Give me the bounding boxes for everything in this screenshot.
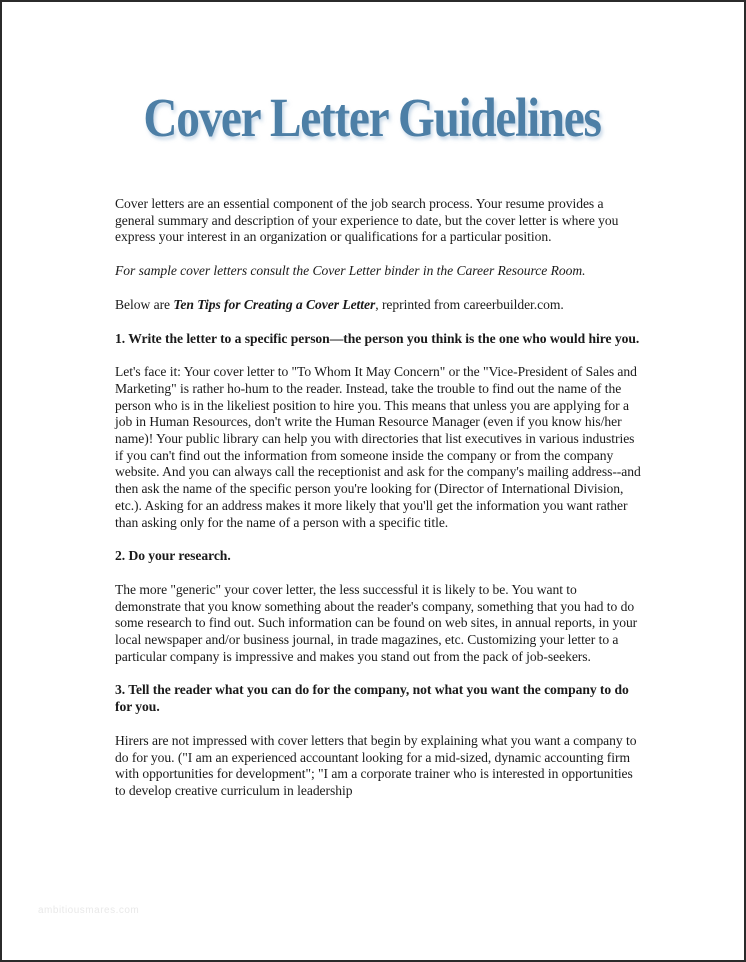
tip-1-heading: 1. Write the letter to a specific person—the person you think is the one who would hire you.	[115, 330, 640, 346]
tip-1-body: Let's face it: Your cover letter to "To Whom It May Concern" or the "Vice-President of Sales and Marketing" is rather ho-hum to the reader. Instead, take the trouble to find out the name of the person who is in the likeliest position to hire you. This means that unless you are applying for a job in Human Resources, don't write the Human Resource Manager (even if you know his/her name)! Your public library can help you with directories that list executives in various industries if you can't find out the information from someone inside the company or from the company website. And you can always call the receptionist and ask for the company's mailing address--and then ask the name of the specific person you're looking for (Director of International Division, etc.). Asking for an address makes it more likely that you'll get the information you want rather than asking only for the name of a person with a specific title.	[115, 364, 641, 530]
document-content	[115, 87, 645, 800]
sample-note: For sample cover letters consult the Cover Letter binder in the Career Resource Room.	[115, 263, 586, 279]
tip-2-body: The more "generic" your cover letter, the less successful it is likely to be. You want to demonstrate that you know something about the reader's company, something that you had to do some research to find out. Such information can be found on web sites, in annual reports, in your local newspaper and/or business journal, in trade magazines, etc. Customizing your letter to a particular company is impressive and makes you stand out from the pack of job-seekers.	[115, 581, 638, 664]
tips-intro	[115, 297, 645, 314]
watermark: ambitiousmares.com	[38, 905, 140, 916]
tips-intro-prefix: Below are	[115, 296, 174, 312]
tip-2-heading: 2. Do your research.	[115, 548, 231, 564]
tip-3-heading: 3. Tell the reader what you can do for the company, not what you want the company to do for you.	[115, 682, 629, 715]
document-title: Cover Letter Guidelines	[143, 87, 601, 148]
tip-3-body: Hirers are not impressed with cover letters that begin by explaining what you want a company to do for you. ("I am an experienced accountant looking for a mid-sized, dynamic accounting firm with opportunities for development"; "I am a corporate trainer who is interested in opportunities to develop creative curriculum in leadership	[115, 732, 637, 798]
tips-intro-suffix: , reprinted from careerbuilder.com.	[375, 296, 564, 312]
tips-intro-emphasis: Ten Tips for Creating a Cover Letter	[173, 296, 376, 312]
intro-paragraph: Cover letters are an essential component of the job search process. Your resume provides a general summary and description of your experience to date, but the cover letter is where you express your interest in an organization or qualifications for a particular position.	[115, 196, 619, 245]
